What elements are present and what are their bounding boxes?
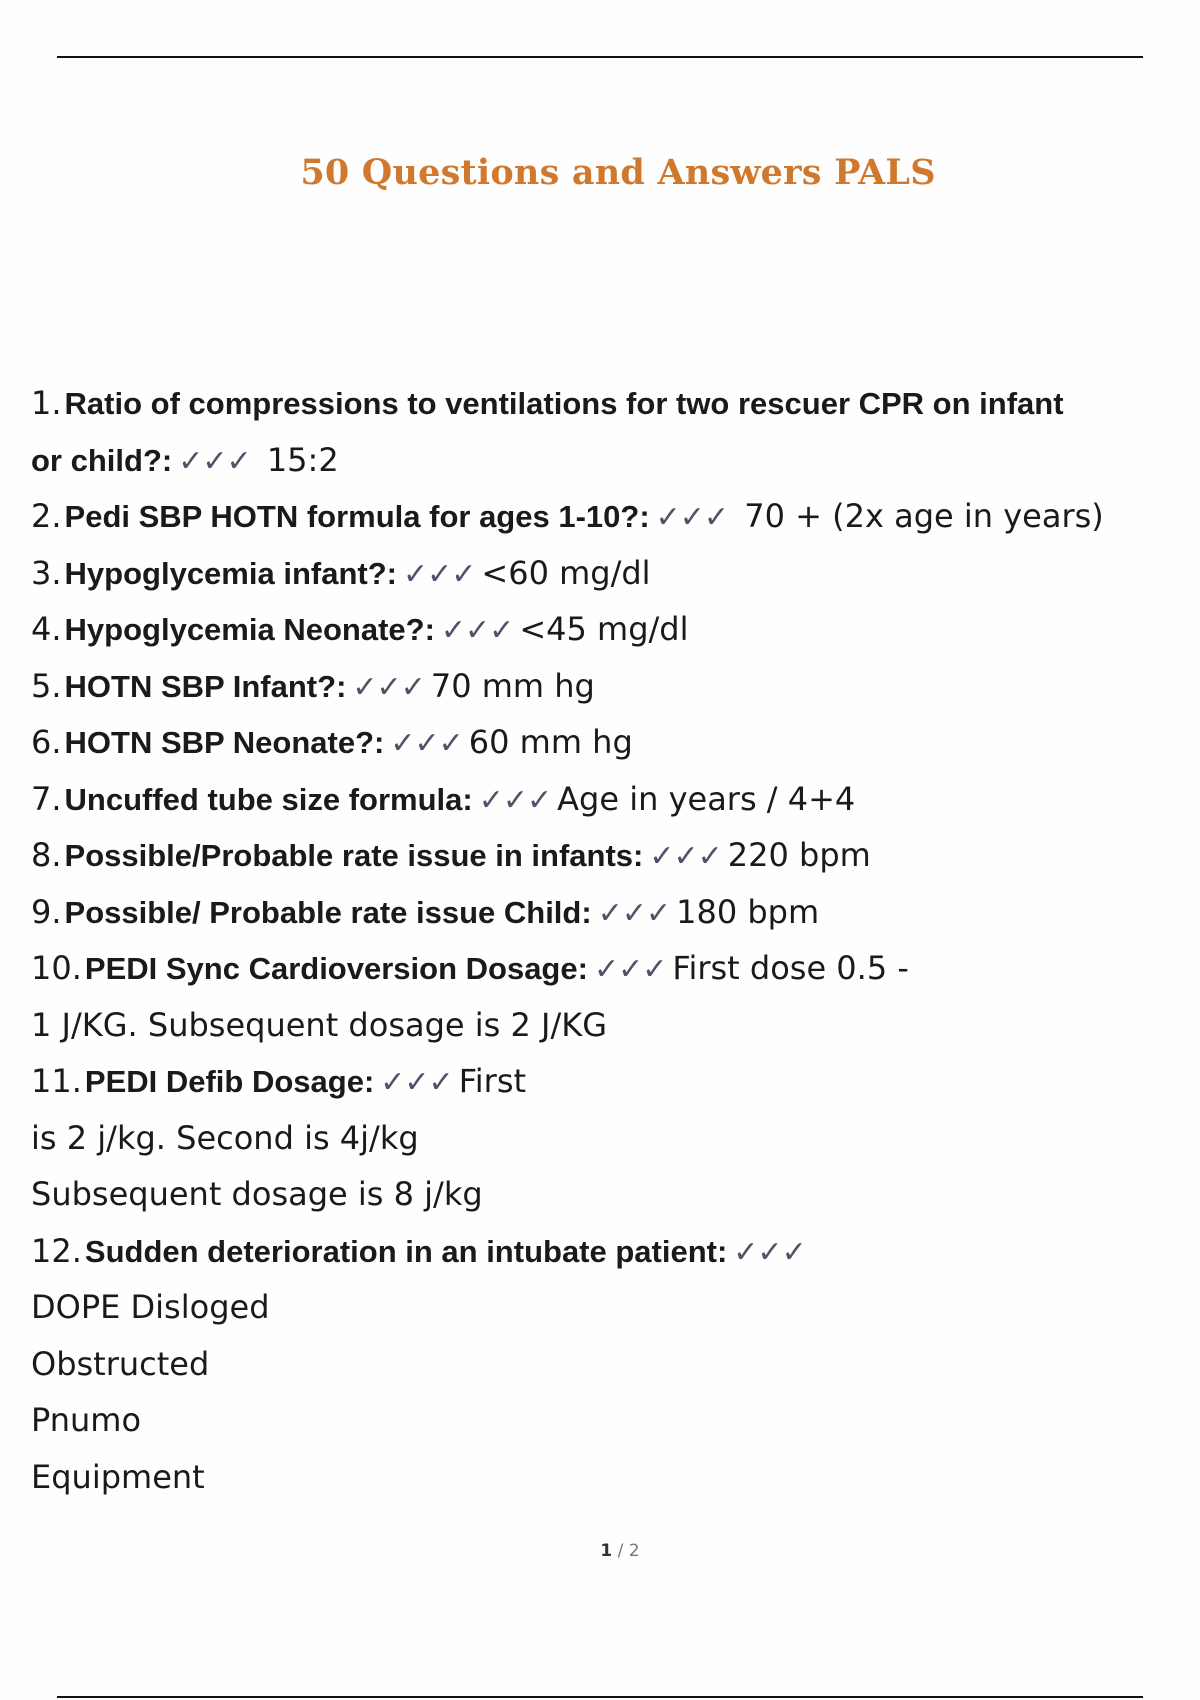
list-item-continuation	[31, 997, 1181, 1054]
item-answer: 70 + (2x age in years)	[734, 497, 1104, 535]
item-answer-continued: Equipment	[31, 1457, 205, 1496]
item-question: Ratio of compressions to ventilations for two rescuer CPR on infant	[64, 386, 1064, 421]
item-number: 11.	[31, 1062, 82, 1100]
check-marks-icon: ✓✓✓	[655, 500, 729, 535]
check-marks-icon: ✓✓✓	[178, 443, 251, 479]
item-question: HOTN SBP Neonate?:	[64, 725, 385, 760]
list-item-continuation	[31, 1336, 1181, 1393]
bottom-rule	[57, 1696, 1143, 1698]
list-item-continuation	[31, 1392, 1181, 1449]
list-item	[31, 375, 1181, 432]
item-answer: <45 mg/dl	[519, 610, 689, 648]
item-answer: 70 mm hg	[430, 666, 595, 705]
item-question: Uncuffed tube size formula:	[64, 781, 473, 817]
check-marks-icon: ✓✓✓	[733, 1234, 806, 1270]
check-marks-icon: ✓✓✓	[440, 613, 514, 648]
item-number: 3.	[31, 553, 62, 592]
item-answer-continued: Obstructed	[31, 1344, 210, 1383]
item-answer-continued: is 2 j/kg. Second is 4j/kg	[31, 1118, 419, 1157]
item-answer-continued: DOPE Disloged	[31, 1288, 270, 1326]
item-question-continued: or child?:	[31, 442, 173, 478]
list-item	[31, 940, 1181, 997]
list-item	[31, 884, 1181, 941]
list-item	[31, 714, 1181, 771]
item-number: 7.	[31, 779, 62, 818]
item-question: PEDI Defib Dosage:	[84, 1064, 375, 1099]
item-number: 6.	[31, 723, 62, 761]
item-number: 4.	[31, 610, 62, 648]
top-rule	[57, 56, 1143, 58]
item-number: 9.	[31, 892, 62, 931]
list-item	[31, 488, 1181, 545]
item-number: 1.	[31, 384, 62, 422]
item-question: Possible/ Probable rate issue Child:	[64, 894, 592, 930]
check-marks-icon: ✓✓✓	[593, 952, 667, 987]
item-answer: 60 mm hg	[468, 723, 633, 761]
list-item	[31, 1053, 1181, 1110]
list-item-continuation	[31, 432, 1181, 489]
list-item-continuation	[31, 1166, 1181, 1223]
item-answer: Age in years / 4+4	[557, 779, 856, 818]
item-answer: <60 mg/dl	[481, 553, 651, 592]
list-item	[31, 658, 1181, 715]
list-item	[31, 827, 1181, 884]
document-title: 50 Questions and Answers PALS	[300, 152, 936, 193]
item-number: 2.	[31, 497, 62, 535]
item-answer-continued: 1 J/KG. Subsequent dosage is 2 J/KG	[31, 1005, 608, 1044]
check-marks-icon: ✓✓✓	[380, 1065, 453, 1100]
list-item-continuation	[31, 1279, 1181, 1336]
item-question: Sudden deterioration in an intubate patient:	[84, 1233, 728, 1269]
qa-list	[31, 375, 1181, 1505]
page-separator: /	[617, 1541, 624, 1561]
item-question: Possible/Probable rate issue in infants:	[64, 838, 644, 873]
total-pages: 2	[628, 1541, 640, 1561]
item-answer: 15:2	[256, 440, 339, 479]
item-answer: 220 bpm	[727, 836, 871, 874]
current-page: 1	[600, 1541, 613, 1561]
check-marks-icon: ✓✓✓	[649, 839, 722, 874]
item-question: Hypoglycemia Neonate?:	[64, 612, 435, 647]
check-marks-icon: ✓✓✓	[597, 895, 671, 931]
check-marks-icon: ✓✓✓	[352, 669, 425, 705]
item-question: PEDI Sync Cardioversion Dosage:	[84, 951, 588, 986]
list-item-continuation	[31, 1449, 1181, 1506]
item-answer: First dose 0.5 -	[672, 949, 909, 987]
item-number: 5.	[31, 666, 62, 705]
item-answer: First	[458, 1062, 527, 1100]
item-answer-continued: Subsequent dosage is 8 j/kg	[31, 1175, 483, 1213]
check-marks-icon: ✓✓✓	[478, 782, 552, 818]
list-item	[31, 601, 1181, 658]
item-number: 12.	[31, 1231, 82, 1270]
list-item-continuation	[31, 1110, 1181, 1167]
list-item	[31, 1223, 1181, 1280]
item-question: Pedi SBP HOTN formula for ages 1-10?:	[64, 499, 650, 534]
list-item	[31, 771, 1181, 828]
item-question: Hypoglycemia infant?:	[64, 555, 397, 591]
check-marks-icon: ✓✓✓	[402, 556, 476, 592]
item-answer: 180 bpm	[676, 892, 820, 931]
check-marks-icon: ✓✓✓	[390, 726, 463, 761]
item-number: 10.	[31, 949, 82, 987]
item-question: HOTN SBP Infant?:	[64, 668, 347, 704]
list-item	[31, 545, 1181, 602]
item-answer-continued: Pnumo	[31, 1401, 142, 1439]
item-number: 8.	[31, 836, 62, 874]
page-indicator	[0, 1541, 1200, 1561]
